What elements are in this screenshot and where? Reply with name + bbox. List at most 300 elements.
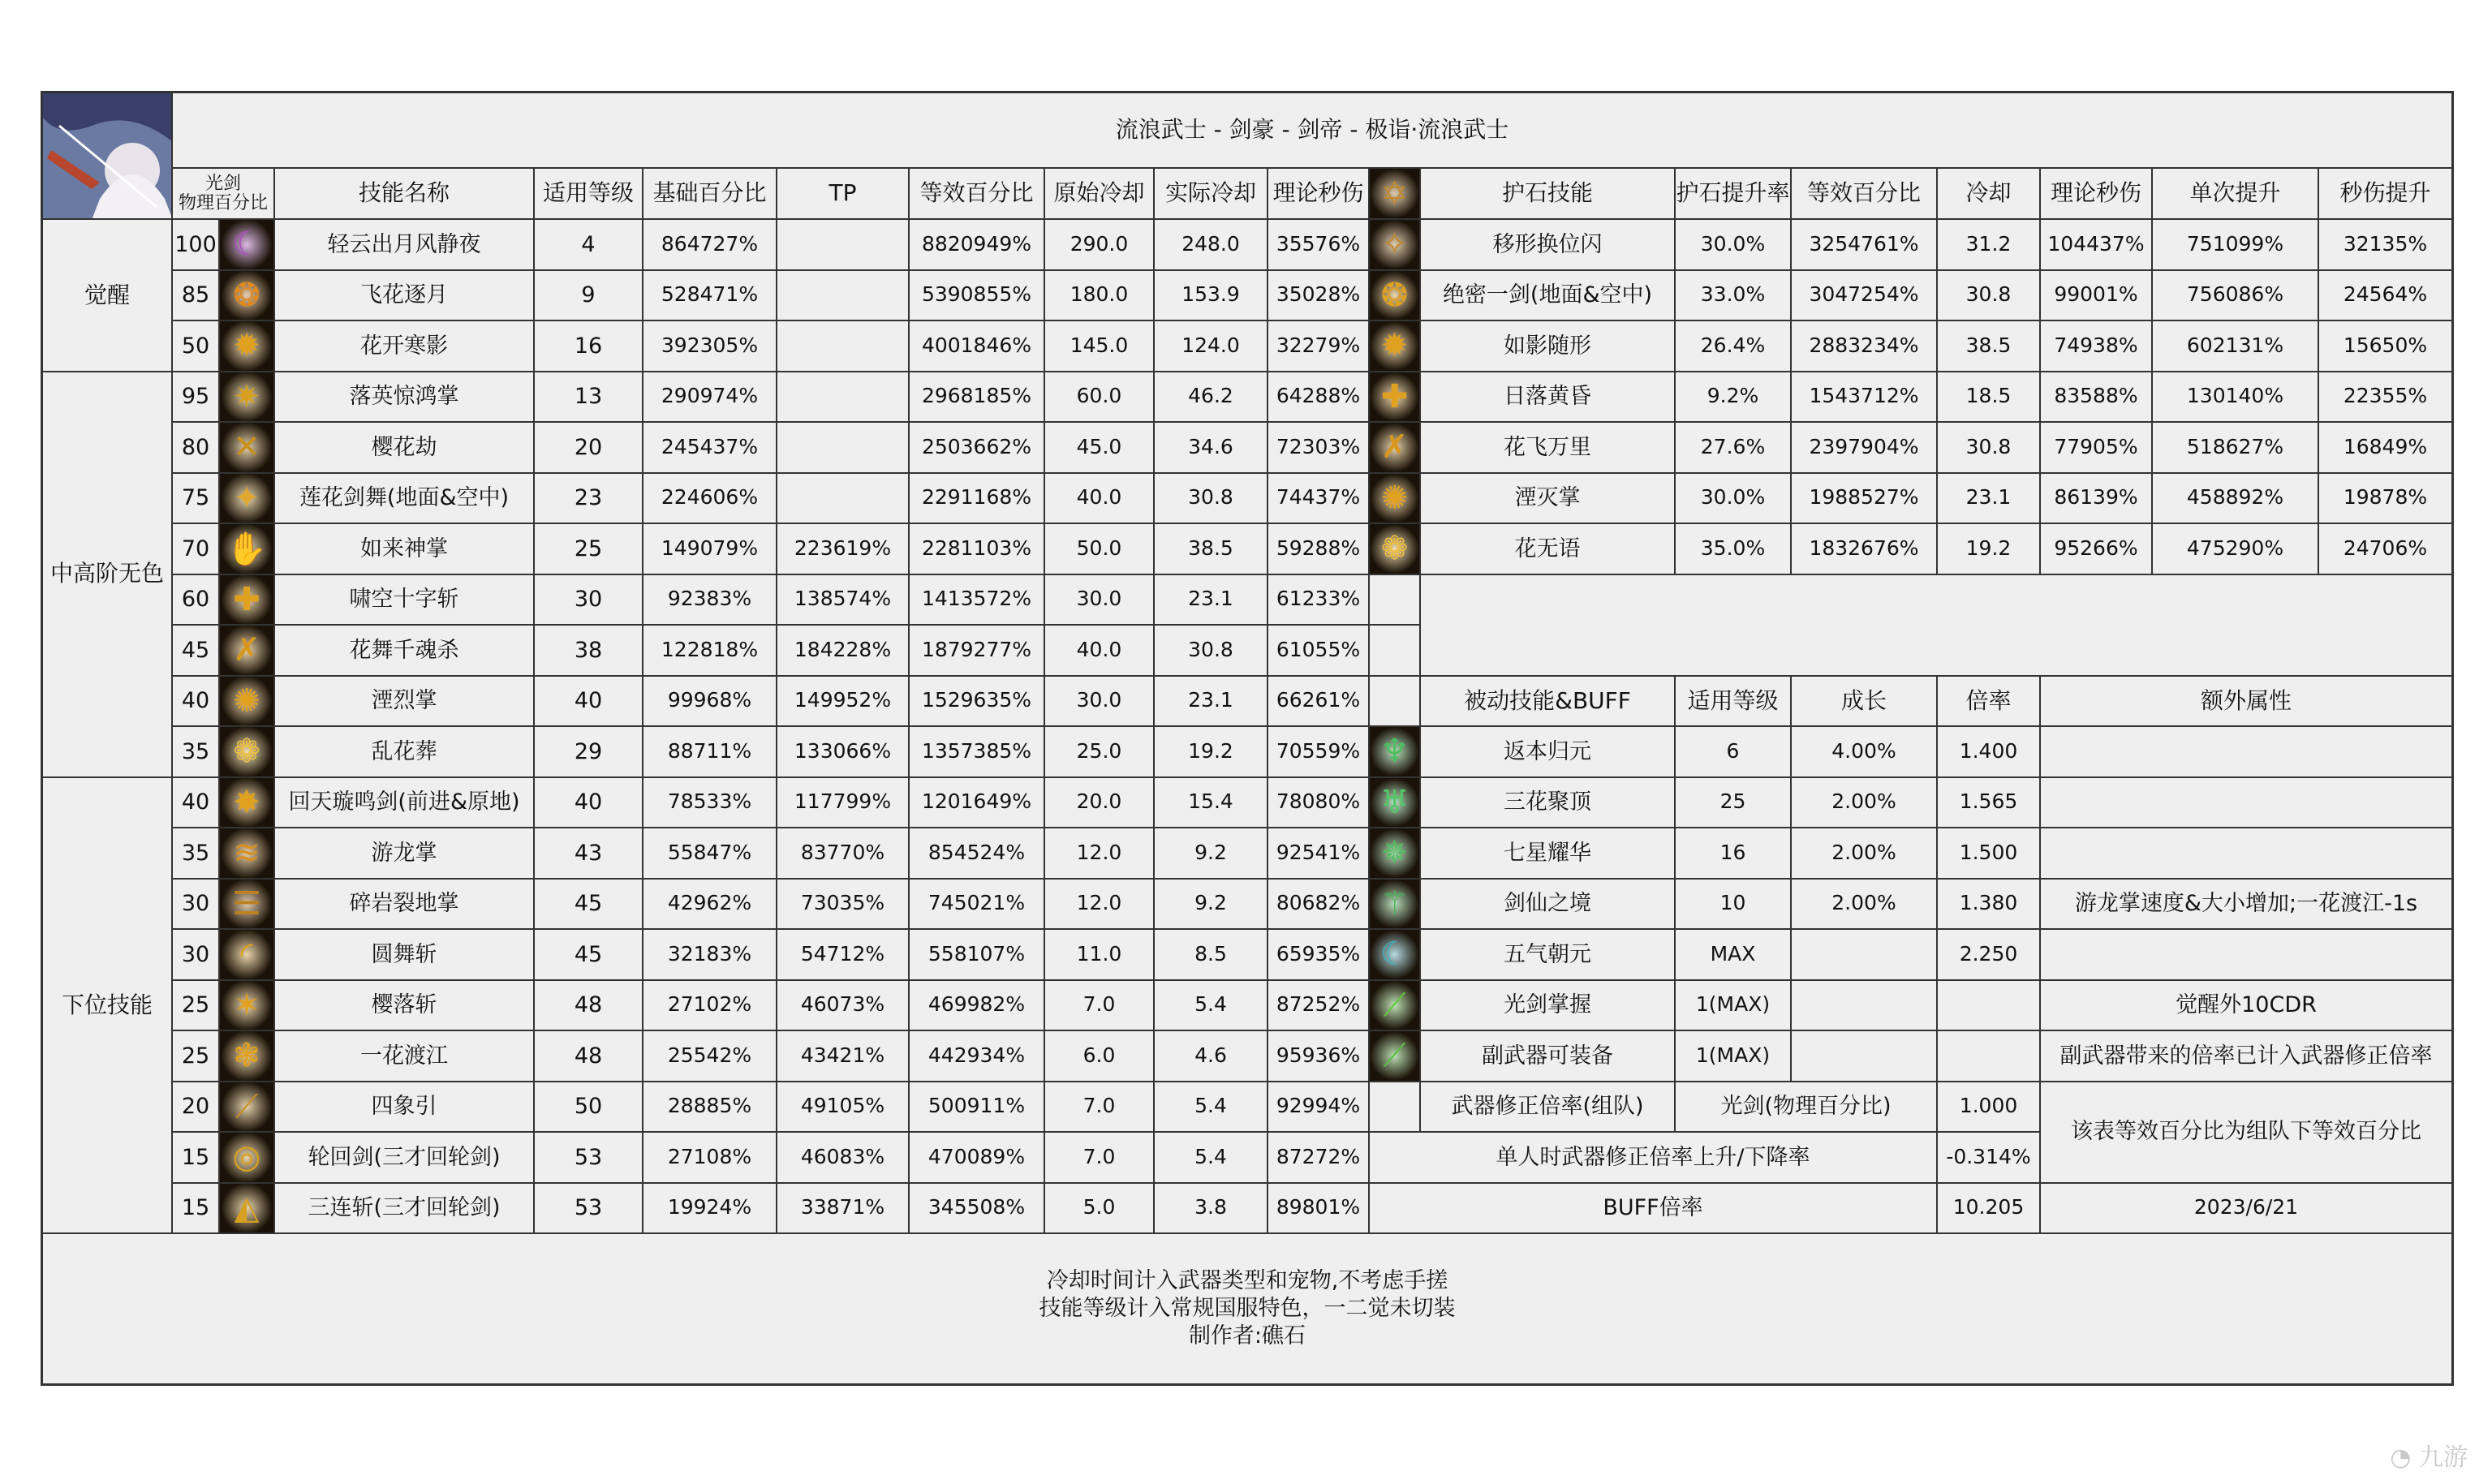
header-weapon-type: 光剑 物理百分比 (172, 168, 274, 219)
weapon-fix-type: 光剑(物理百分比) (1675, 1082, 1937, 1133)
passive-extra: 副武器带来的倍率已计入武器修正倍率 (2040, 1030, 2452, 1082)
footer-line-0: 冷却时间计入武器类型和宠物,不考虑手搓 (1046, 1268, 1448, 1294)
passive-extra: 游龙掌速度&大小增加;一花渡江-1s (2040, 879, 2452, 930)
passive-name: 返本归元 (1420, 726, 1675, 777)
header-2: 适用等级 (534, 168, 643, 219)
skill-real-cooldown: 4.6 (1154, 1030, 1268, 1082)
flower-crossing-icon (219, 1030, 274, 1082)
annihilate-palm-icon-glyph: ✺ (1380, 479, 1409, 517)
passive-growth (1791, 1030, 1937, 1082)
lightsaber-mastery-icon (1369, 980, 1420, 1031)
skill-level: 53 (534, 1183, 643, 1234)
skill-base-cooldown: 290.0 (1044, 219, 1154, 270)
skill-equiv-percent: 500911% (909, 1082, 1044, 1133)
sakura-fall-slash-icon-glyph: ✶ (233, 986, 260, 1024)
seven-stars-icon-glyph: ✵ (1380, 834, 1409, 872)
passive-level: 6 (1675, 726, 1791, 777)
skill-theory-dps: 66261% (1268, 676, 1369, 727)
skill-tp-percent (777, 270, 909, 321)
empty-block (1420, 574, 2452, 676)
skill-req-level: 30 (172, 879, 219, 930)
talisman-rate: 26.4% (1675, 320, 1791, 372)
secret-sword-icon (1369, 270, 1420, 321)
waltz-slash-icon (219, 929, 274, 980)
skill-name: 碎岩裂地掌 (274, 879, 534, 930)
skill-base-percent: 92383% (643, 574, 777, 626)
skill-level: 40 (534, 777, 643, 828)
flower-fly-icon (1369, 422, 1420, 473)
talisman-cooldown: 23.1 (1937, 473, 2040, 524)
skill-equiv-percent: 1201649% (909, 777, 1044, 828)
purple-moon-icon-glyph: ☾ (232, 226, 261, 264)
skill-base-cooldown: 40.0 (1044, 473, 1154, 524)
skill-theory-dps: 35028% (1268, 270, 1369, 321)
talisman-header-icon-glyph: ✡ (1380, 174, 1409, 213)
skill-req-level: 45 (172, 625, 219, 676)
talisman-equiv-percent: 1988527% (1791, 473, 1937, 524)
skill-base-percent: 27102% (643, 980, 777, 1031)
passive-ratio (1937, 980, 2040, 1031)
silent-flower-icon (1369, 523, 1420, 574)
skill-theory-dps: 35576% (1268, 219, 1369, 270)
skill-name: 圆舞斩 (274, 929, 534, 980)
skill-base-cooldown: 12.0 (1044, 879, 1154, 930)
skill-level: 50 (534, 1082, 643, 1133)
lotus-sword-dance-icon-glyph: ✦ (233, 479, 260, 517)
skill-name: 一花渡江 (274, 1030, 534, 1082)
reincarnation-sword-icon-glyph: ◎ (232, 1138, 261, 1176)
skill-req-level: 95 (172, 372, 219, 423)
skill-real-cooldown: 5.4 (1154, 1132, 1268, 1183)
secret-sword-icon-glyph: ❂ (1380, 276, 1409, 314)
skill-real-cooldown: 9.2 (1154, 879, 1268, 930)
talisman-dps-gain: 15650% (2318, 320, 2452, 372)
buff-label: BUFF倍率 (1369, 1183, 1937, 1234)
flower-dance-icon-glyph: ✗ (233, 631, 260, 669)
skill-base-percent: 149079% (643, 523, 777, 574)
skill-real-cooldown: 38.5 (1154, 523, 1268, 574)
passive-header-4: 额外属性 (2040, 676, 2452, 727)
skill-theory-dps: 89801% (1268, 1183, 1369, 1234)
passive-name: 剑仙之境 (1420, 879, 1675, 930)
skill-req-level: 35 (172, 828, 219, 879)
talisman-single-gain: 130140% (2152, 372, 2318, 423)
skill-equiv-percent: 2968185% (909, 372, 1044, 423)
skill-tp-percent: 33871% (777, 1183, 909, 1234)
dragon-palm-icon (219, 828, 274, 879)
watermark-icon: ◔ (2390, 1443, 2412, 1472)
skill-level: 29 (534, 726, 643, 777)
skill-real-cooldown: 5.4 (1154, 980, 1268, 1031)
skill-level: 40 (534, 676, 643, 727)
cross-slash-icon-glyph: ✚ (233, 580, 260, 618)
talisman-equiv-percent: 1832676% (1791, 523, 1937, 574)
group-label-1: 中高阶无色 (42, 372, 172, 777)
skill-base-percent: 28885% (643, 1082, 777, 1133)
lotus-sword-dance-icon (219, 473, 274, 524)
skill-real-cooldown: 23.1 (1154, 574, 1268, 626)
skill-equiv-percent: 470089% (909, 1132, 1044, 1183)
skill-name: 樱落斩 (274, 980, 534, 1031)
skill-base-percent: 245437% (643, 422, 777, 473)
sakura-tribulation-icon-glyph: ✕ (233, 428, 260, 467)
skill-theory-dps: 61055% (1268, 625, 1369, 676)
talisman-theory-dps: 77905% (2040, 422, 2152, 473)
spiral-sword-icon-glyph: ✸ (233, 783, 260, 821)
skill-name: 落英惊鸿掌 (274, 372, 534, 423)
skill-name: 莲花剑舞(地面&空中) (274, 473, 534, 524)
passive-extra (2040, 726, 2452, 777)
talisman-dps-gain: 24706% (2318, 523, 2452, 574)
skill-level: 9 (534, 270, 643, 321)
watermark (2390, 1437, 2468, 1473)
header-8: 理论秒伤 (1268, 168, 1369, 219)
passive-growth (1791, 980, 1937, 1031)
skill-level: 45 (534, 929, 643, 980)
blossom-shadow-icon-glyph: ✹ (233, 327, 260, 365)
skill-name: 樱花劫 (274, 422, 534, 473)
skill-tp-percent: 83770% (777, 828, 909, 879)
falling-petal-palm-icon-glyph: ✷ (233, 377, 260, 415)
skill-tp-percent: 49105% (777, 1082, 909, 1133)
talisman-name: 如影随形 (1420, 320, 1675, 372)
talisman-equiv-percent: 1543712% (1791, 372, 1937, 423)
empty-icon-cell (1369, 574, 1420, 626)
four-symbols-icon-glyph: ⟋ (235, 1087, 258, 1125)
skill-tp-percent (777, 219, 909, 270)
flower-crossing-icon-glyph: ❃ (233, 1037, 260, 1075)
skill-real-cooldown: 9.2 (1154, 828, 1268, 879)
swordsman-portrait-icon (42, 92, 172, 219)
passive-ratio: 1.400 (1937, 726, 2040, 777)
sword-immortal-icon (1369, 879, 1420, 930)
skill-base-cooldown: 180.0 (1044, 270, 1154, 321)
flying-flower-icon (219, 270, 274, 321)
sakura-tribulation-icon (219, 422, 274, 473)
flower-fly-icon-glyph: ✗ (1380, 428, 1409, 467)
skill-equiv-percent: 442934% (909, 1030, 1044, 1082)
talisman-header-1: 护石提升率 (1675, 168, 1791, 219)
talisman-rate: 30.0% (1675, 219, 1791, 270)
passive-header-3: 倍率 (1937, 676, 2040, 727)
passive-extra (2040, 929, 2452, 980)
talisman-rate: 27.6% (1675, 422, 1791, 473)
skill-base-percent: 290974% (643, 372, 777, 423)
skill-req-level: 15 (172, 1183, 219, 1234)
skill-base-percent: 224606% (643, 473, 777, 524)
talisman-name: 湮灭掌 (1420, 473, 1675, 524)
five-qi-icon (1369, 929, 1420, 980)
skill-req-level: 40 (172, 676, 219, 727)
passive-ratio: 2.250 (1937, 929, 2040, 980)
skill-tp-percent (777, 422, 909, 473)
passive-name: 副武器可装备 (1420, 1030, 1675, 1082)
skill-req-level: 50 (172, 320, 219, 372)
talisman-equiv-percent: 3047254% (1791, 270, 1937, 321)
skill-real-cooldown: 153.9 (1154, 270, 1268, 321)
passive-name: 光剑掌握 (1420, 980, 1675, 1031)
skill-req-level: 35 (172, 726, 219, 777)
skill-base-percent: 392305% (643, 320, 777, 372)
skill-theory-dps: 87272% (1268, 1132, 1369, 1183)
skill-name: 花开寒影 (274, 320, 534, 372)
skill-real-cooldown: 46.2 (1154, 372, 1268, 423)
triple-slash-icon (219, 1183, 274, 1234)
skill-name: 游龙掌 (274, 828, 534, 879)
skill-theory-dps: 59288% (1268, 523, 1369, 574)
skill-tp-percent: 138574% (777, 574, 909, 626)
skill-base-cooldown: 6.0 (1044, 1030, 1154, 1082)
skill-req-level: 40 (172, 777, 219, 828)
passive-ratio (1937, 1030, 2040, 1082)
scattered-flower-icon-glyph: ❁ (233, 733, 260, 771)
return-origin-icon (1369, 726, 1420, 777)
skill-req-level: 100 (172, 219, 219, 270)
rock-crush-palm-icon (219, 879, 274, 930)
skill-theory-dps: 32279% (1268, 320, 1369, 372)
skill-tp-percent: 117799% (777, 777, 909, 828)
talisman-single-gain: 475290% (2152, 523, 2318, 574)
talisman-single-gain: 756086% (2152, 270, 2318, 321)
passive-ratio: 1.500 (1937, 828, 2040, 879)
skill-real-cooldown: 3.8 (1154, 1183, 1268, 1234)
passive-growth: 2.00% (1791, 879, 1937, 930)
skill-tp-percent (777, 320, 909, 372)
talisman-single-gain: 518627% (2152, 422, 2318, 473)
talisman-name: 日落黄昏 (1420, 372, 1675, 423)
talisman-name: 移形换位闪 (1420, 219, 1675, 270)
talisman-single-gain: 602131% (2152, 320, 2318, 372)
sakura-fall-slash-icon (219, 980, 274, 1031)
skill-tp-percent: 133066% (777, 726, 909, 777)
skill-equiv-percent: 1357385% (909, 726, 1044, 777)
skill-equiv-percent: 345508% (909, 1183, 1044, 1234)
purple-moon-icon (219, 219, 274, 270)
passive-level: 1(MAX) (1675, 980, 1791, 1031)
talisman-dps-gain: 32135% (2318, 219, 2452, 270)
passive-extra (2040, 828, 2452, 879)
skill-req-level: 30 (172, 929, 219, 980)
skill-tp-percent: 54712% (777, 929, 909, 980)
skill-tp-percent: 149952% (777, 676, 909, 727)
talisman-cooldown: 30.8 (1937, 422, 2040, 473)
skill-req-level: 85 (172, 270, 219, 321)
talisman-theory-dps: 104437% (2040, 219, 2152, 270)
skill-theory-dps: 64288% (1268, 372, 1369, 423)
flower-dance-icon (219, 625, 274, 676)
buddha-palm-icon (219, 523, 274, 574)
skill-equiv-percent: 5390855% (909, 270, 1044, 321)
skill-theory-dps: 65935% (1268, 929, 1369, 980)
skill-equiv-percent: 2503662% (909, 422, 1044, 473)
skill-base-cooldown: 20.0 (1044, 777, 1154, 828)
skill-base-cooldown: 145.0 (1044, 320, 1154, 372)
return-origin-icon-glyph: ♆ (1379, 733, 1410, 771)
talisman-single-gain: 458892% (2152, 473, 2318, 524)
falling-petal-palm-icon (219, 372, 274, 423)
passive-name: 七星耀华 (1420, 828, 1675, 879)
skill-equiv-percent: 8820949% (909, 219, 1044, 270)
skill-req-level: 70 (172, 523, 219, 574)
talisman-dps-gain: 24564% (2318, 270, 2452, 321)
skill-theory-dps: 61233% (1268, 574, 1369, 626)
talisman-rate: 9.2% (1675, 372, 1791, 423)
skill-level: 48 (534, 1030, 643, 1082)
passive-extra: 觉醒外10CDR (2040, 980, 2452, 1031)
header-4: TP (777, 168, 909, 219)
solo-fix-label: 单人时武器修正倍率上升/下降率 (1369, 1132, 1937, 1183)
sub-weapon-icon (1369, 1030, 1420, 1082)
skill-equiv-percent: 1529635% (909, 676, 1044, 727)
passive-growth: 4.00% (1791, 726, 1937, 777)
buff-value: 10.205 (1937, 1183, 2040, 1234)
skill-equiv-percent: 558107% (909, 929, 1044, 980)
talisman-theory-dps: 95266% (2040, 523, 2152, 574)
skill-real-cooldown: 30.8 (1154, 473, 1268, 524)
flying-flower-icon-glyph: ❂ (233, 276, 260, 314)
empty-icon-cell (1369, 676, 1420, 727)
talisman-equiv-percent: 2397904% (1791, 422, 1937, 473)
skill-equiv-percent: 2291168% (909, 473, 1044, 524)
skill-equiv-percent: 469982% (909, 980, 1044, 1031)
skill-theory-dps: 74437% (1268, 473, 1369, 524)
annihilation-palm-icon (219, 676, 274, 727)
talisman-cooldown: 18.5 (1937, 372, 2040, 423)
talisman-name: 花飞万里 (1420, 422, 1675, 473)
skill-real-cooldown: 124.0 (1154, 320, 1268, 372)
skill-equiv-percent: 1879277% (909, 625, 1044, 676)
three-flowers-icon (1369, 777, 1420, 828)
talisman-cooldown: 31.2 (1937, 219, 2040, 270)
passive-level: 25 (1675, 777, 1791, 828)
table-date: 2023/6/21 (2040, 1183, 2452, 1234)
empty-icon-cell (1369, 625, 1420, 676)
talisman-header-4: 理论秒伤 (2040, 168, 2152, 219)
passive-ratio: 1.565 (1937, 777, 2040, 828)
skill-table (41, 91, 2454, 1386)
lightsaber-mastery-icon-glyph: ⟋ (1383, 986, 1406, 1024)
skill-base-cooldown: 50.0 (1044, 523, 1154, 574)
skill-level: 16 (534, 320, 643, 372)
skill-level: 20 (534, 422, 643, 473)
skill-base-percent: 19924% (643, 1183, 777, 1234)
skill-level: 43 (534, 828, 643, 879)
scattered-flower-icon (219, 726, 274, 777)
talisman-dps-gain: 19878% (2318, 473, 2452, 524)
passive-extra (2040, 777, 2452, 828)
weapon-fix-label: 武器修正倍率(组队) (1420, 1082, 1675, 1133)
skill-base-percent: 42962% (643, 879, 777, 930)
skill-real-cooldown: 23.1 (1154, 676, 1268, 727)
annihilate-palm-icon (1369, 473, 1420, 524)
skill-name: 三连斩(三才回轮剑) (274, 1183, 534, 1234)
skill-tp-percent (777, 372, 909, 423)
skill-base-percent: 32183% (643, 929, 777, 980)
skill-level: 13 (534, 372, 643, 423)
talisman-name: 花无语 (1420, 523, 1675, 574)
skill-real-cooldown: 30.8 (1154, 625, 1268, 676)
skill-tp-percent: 43421% (777, 1030, 909, 1082)
skill-name: 乱花葬 (274, 726, 534, 777)
skill-tp-percent: 46073% (777, 980, 909, 1031)
skill-base-percent: 27108% (643, 1132, 777, 1183)
skill-name: 湮烈掌 (274, 676, 534, 727)
passive-name: 三花聚顶 (1420, 777, 1675, 828)
skill-name: 轻云出月风静夜 (274, 219, 534, 270)
skill-name: 回天璇鸣剑(前进&原地) (274, 777, 534, 828)
skill-base-percent: 88711% (643, 726, 777, 777)
skill-level: 53 (534, 1132, 643, 1183)
talisman-header-2: 等效百分比 (1791, 168, 1937, 219)
passive-growth (1791, 929, 1937, 980)
portrait-art (43, 93, 172, 219)
skill-level: 45 (534, 879, 643, 930)
reincarnation-sword-icon (219, 1132, 274, 1183)
header-5: 等效百分比 (909, 168, 1044, 219)
skill-req-level: 25 (172, 1030, 219, 1082)
talisman-cooldown: 38.5 (1937, 320, 2040, 372)
talisman-header-icon (1369, 168, 1420, 219)
skill-level: 4 (534, 219, 643, 270)
shift-flash-icon (1369, 219, 1420, 270)
passive-level: 16 (1675, 828, 1791, 879)
passive-growth: 2.00% (1791, 828, 1937, 879)
buddha-palm-icon-glyph: ✋ (226, 530, 267, 568)
skill-base-cooldown: 7.0 (1044, 980, 1154, 1031)
passive-level: 10 (1675, 879, 1791, 930)
passive-level: MAX (1675, 929, 1791, 980)
talisman-single-gain: 751099% (2152, 219, 2318, 270)
empty-icon-cell (1369, 1082, 1420, 1133)
skill-req-level: 75 (172, 473, 219, 524)
seven-stars-icon (1369, 828, 1420, 879)
shadow-follow-icon-glyph: ✹ (1380, 327, 1409, 365)
skill-base-percent: 528471% (643, 270, 777, 321)
talisman-cooldown: 30.8 (1937, 270, 2040, 321)
silent-flower-icon-glyph: ❁ (1380, 530, 1409, 568)
skill-tp-percent: 223619% (777, 523, 909, 574)
skill-theory-dps: 78080% (1268, 777, 1369, 828)
skill-base-percent: 864727% (643, 219, 777, 270)
skill-base-cooldown: 45.0 (1044, 422, 1154, 473)
skill-tp-percent: 73035% (777, 879, 909, 930)
skill-base-percent: 55847% (643, 828, 777, 879)
skill-base-cooldown: 7.0 (1044, 1082, 1154, 1133)
skill-level: 38 (534, 625, 643, 676)
skill-equiv-percent: 745021% (909, 879, 1044, 930)
skill-equiv-percent: 854524% (909, 828, 1044, 879)
passive-name: 五气朝元 (1420, 929, 1675, 980)
skill-level: 30 (534, 574, 643, 626)
shadow-follow-icon (1369, 320, 1420, 372)
skill-theory-dps: 80682% (1268, 879, 1369, 930)
skill-name: 如来神掌 (274, 523, 534, 574)
skill-tp-percent: 46083% (777, 1132, 909, 1183)
header-3: 基础百分比 (643, 168, 777, 219)
waltz-slash-icon-glyph: ◜ (240, 936, 253, 974)
header-1: 技能名称 (274, 168, 534, 219)
footer-line-1: 技能等级计入常规国服特色，一二觉未切装 (1039, 1296, 1456, 1322)
sub-weapon-icon-glyph: ⟋ (1383, 1037, 1406, 1075)
skill-base-cooldown: 30.0 (1044, 676, 1154, 727)
skill-base-percent: 122818% (643, 625, 777, 676)
skill-theory-dps: 87252% (1268, 980, 1369, 1031)
skill-equiv-percent: 4001846% (909, 320, 1044, 372)
shift-flash-icon-glyph: ✧ (1380, 226, 1409, 264)
skill-level: 25 (534, 523, 643, 574)
passive-header-0: 被动技能&BUFF (1420, 676, 1675, 727)
skill-theory-dps: 70559% (1268, 726, 1369, 777)
